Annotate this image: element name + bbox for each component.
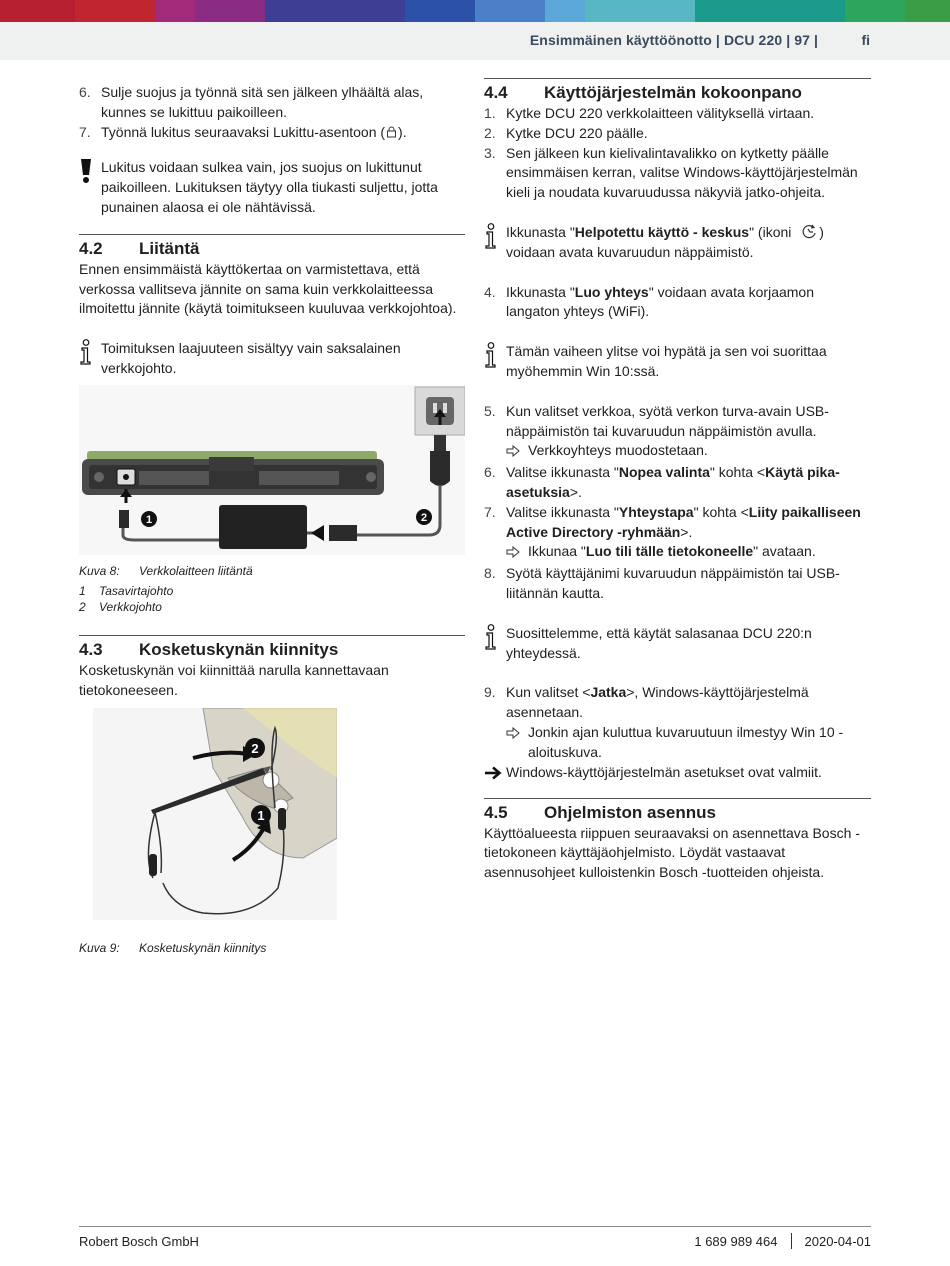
divider — [79, 234, 465, 235]
info-note — [79, 339, 465, 379]
figure-legend-item: 1 Tasavirtajohto — [79, 583, 174, 598]
stylus-illustration — [93, 708, 337, 920]
info-icon — [484, 223, 506, 263]
info-icon — [79, 339, 101, 379]
info-icon — [484, 624, 506, 664]
callout-2: 2 — [251, 741, 259, 757]
right-column — [484, 78, 871, 883]
footer-doc-number: 1 689 989 464 — [694, 1234, 778, 1249]
info-note — [484, 624, 871, 664]
list-item: 1. Kytke DCU 220 verkkolaitteen välityksellä virtaan. — [484, 105, 815, 121]
list-item: 5. Kun valitset verkkoa, syötä verkon turva-avain USB-näppäimistön tai kuvaruudun näppäimistön avulla. — [484, 402, 829, 439]
figure-power-connection — [79, 385, 465, 555]
left-column — [79, 78, 465, 956]
footer-date: 2020-04-01 — [804, 1234, 871, 1249]
section-heading: 4.3 Kosketuskynän kiinnitys — [79, 639, 339, 659]
section-body: Kosketuskynän voi kiinnittää narulla kannettavaan tietokoneeseen. — [79, 661, 389, 698]
final-result: Windows-käyttöjärjestelmän asetukset ovat valmiit. — [484, 763, 871, 784]
info-note — [484, 342, 871, 382]
hollow-arrow-icon — [506, 542, 528, 564]
list-item: 8. Syötä käyttäjänimi kuvaruudun näppäimistön tai USB-liitännän kautta. — [484, 565, 840, 601]
info-note — [484, 223, 871, 263]
figure-caption: Kuva 9: Kosketuskynän kiinnitys — [79, 941, 267, 956]
footer-separator — [791, 1233, 792, 1249]
note-text: Ikkunasta "Helpotettu käyttö - keskus" (ikoni ) voidaan avata kuvaruudun näppäimistö. — [506, 223, 824, 260]
list-text: Sulje suojus ja työnnä sitä sen jälkeen ylhäältä alas, kunnes se lukittuu paikoilleen. — [101, 84, 424, 120]
accessibility-icon — [799, 223, 819, 239]
list-item: 6. Valitse ikkunasta "Nopea valinta" kohta <Käytä pika-asetuksia>. — [484, 464, 840, 500]
callout-1: 1 — [257, 808, 265, 824]
divider — [484, 78, 871, 79]
section-body: Käyttöalueesta riippuen seuraavaksi on asennettava Bosch -tietokoneen käyttäjäohjelmisto. Löydät vastaavat asennusohjeet kulloistenkin Bosch -tuotteiden ohjeista. — [484, 824, 860, 881]
page-header — [0, 22, 950, 60]
section-body: Ennen ensimmäistä käyttökertaa on varmistettava, että verkossa vallitseva jännite on sama kuin verkkolaitteessa ilmoitettu jännite (käytä toimitukseen kuuluvaa verkkojohtoa). — [79, 260, 457, 317]
step-result: Jonkin ajan kuluttua kuvaruutuun ilmestyy Win 10 -aloituskuva. — [484, 723, 871, 763]
list-item: 9. Kun valitset <Jatka>, Windows-käyttöjärjestelmä asennetaan. — [484, 684, 809, 721]
section-heading: 4.5 Ohjelmiston asennus — [484, 802, 716, 822]
figure-caption: Kuva 8: Verkkolaitteen liitäntä — [79, 563, 253, 578]
note-text: Tämän vaiheen ylitse voi hypätä ja sen voi suorittaa myöhemmin Win 10:ssä. — [506, 343, 827, 379]
note-text: Suosittelemme, että käytät salasanaa DCU 220:n yhteydessä. — [506, 624, 812, 661]
header-title: Ensimmäinen käyttöönotto | DCU 220 | 97 | — [529, 32, 818, 48]
warning-note — [79, 158, 465, 217]
list-item — [79, 123, 465, 143]
step-result: Verkkoyhteys muodostetaan. — [484, 441, 871, 463]
info-icon — [484, 342, 506, 382]
callout-2: 2 — [420, 511, 428, 524]
divider — [484, 798, 871, 799]
divider — [79, 635, 465, 636]
step-result: Ikkunaa "Luo tili tälle tietokoneelle" avataan. — [484, 542, 871, 564]
note-text: Toimituksen laajuuteen sisältyy vain saksalainen verkkojohto. — [101, 340, 401, 376]
hollow-arrow-icon — [506, 723, 528, 763]
list-item: 4. Ikkunasta "Luo yhteys" voidaan avata korjaamon langaton yhteys (WiFi). — [484, 283, 814, 320]
bold-arrow-icon — [484, 763, 506, 784]
warning-text: Lukitus voidaan sulkea vain, jos suojus on lukittunut paikoilleen. Lukituksen täytyy olla tiukasti suljettu, jotta punainen alaosa ei ole nähtävissä. — [101, 159, 438, 215]
exclamation-icon — [79, 158, 101, 217]
list-item — [79, 83, 465, 123]
figure-stylus-attachment — [93, 708, 337, 920]
section-heading: 4.2 Liitäntä — [79, 238, 200, 258]
list-number: 6. — [79, 84, 91, 100]
callout-1: 1 — [145, 513, 153, 526]
brand-color-bar — [0, 0, 950, 22]
list-item: 7. Valitse ikkunasta "Yhteystapa" kohta <Liity paikalliseen Active Directory -ryhmään>. — [484, 503, 861, 540]
section-heading: 4.4 Käyttöjärjestelmän kokoonpano — [484, 83, 802, 102]
header-language: fi — [861, 32, 870, 48]
list-number: 7. — [79, 123, 91, 140]
power-connection-illustration — [79, 385, 465, 555]
hollow-arrow-icon — [506, 441, 528, 463]
footer-company: Robert Bosch GmbH — [79, 1234, 199, 1249]
list-item: 2. Kytke DCU 220 päälle. — [484, 124, 648, 141]
lock-icon — [386, 126, 397, 138]
figure-legend-item: 2 Verkkojohto — [79, 599, 162, 614]
list-text: Työnnä lukitus seuraavaksi Lukittu-asentoon ( ). — [101, 123, 407, 140]
footer-divider — [79, 1226, 871, 1227]
list-item: 3. Sen jälkeen kun kielivalintavalikko on kytketty päälle ensimmäisen kerran, valitse Windows-käyttöjärjestelmän kieli ja noudata kuvaruudussa näkyviä jatko-ohjeita. — [484, 144, 858, 201]
footer-info — [694, 1234, 871, 1250]
